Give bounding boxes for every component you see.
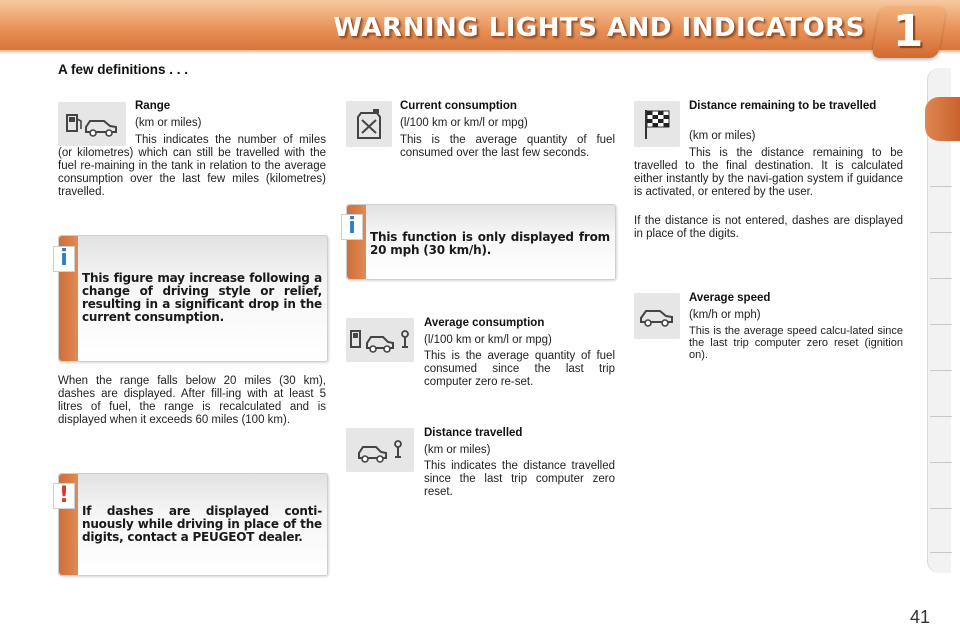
chapter-tab-divider: [930, 370, 952, 371]
header-shade: [0, 50, 960, 54]
distance-remaining-unit: (km or miles): [689, 130, 756, 142]
current-consumption-description: This is the average quantity of fuel consumed over the last few seconds.: [400, 134, 615, 159]
info-callout-speed-text: This function is only displayed from 20 mph (30 km/h).: [370, 230, 610, 257]
chapter-tab-rail: [927, 68, 951, 573]
average-speed-icon-box: [634, 293, 680, 339]
page-number: 41: [909, 607, 930, 627]
chapter-tab-divider: [930, 232, 952, 233]
car-icon: [638, 303, 676, 329]
page-title: WARNING LIGHTS AND INDICATORS: [333, 13, 865, 43]
chapter-tab-divider: [930, 508, 952, 509]
average-speed-unit: (km/h or mph): [689, 309, 761, 321]
average-consumption-description: This is the average quantity of fuel consumed since the last trip computer zero re-set.: [424, 350, 615, 388]
distance-travelled-description: This indicates the distance travelled since the last trip computer zero reset.: [424, 460, 615, 498]
chapter-tab-divider: [930, 462, 952, 463]
average-consumption-title: Average consumption: [424, 317, 545, 329]
distance-remaining-icon-box: [634, 101, 680, 147]
section-heading: A few definitions . . .: [58, 62, 189, 77]
info-callout-range-text: This figure may increase following a change of driving style or relief, resulting in a significant drop in the current consumption.: [82, 271, 322, 324]
current-consumption-title: Current consumption: [400, 100, 517, 112]
range-description: This indicates the number of miles (or kilometres) which can still be travelled with the fuel re-maining in the tank in relation to the average consumption over the last few miles (kilometres) travelled.: [58, 134, 326, 198]
chapter-tab-active[interactable]: [925, 97, 960, 141]
info-icon: i: [53, 246, 75, 272]
chapter-tab-divider: [930, 552, 952, 553]
chapter-tab-divider: [930, 186, 952, 187]
chapter-tab-divider: [930, 278, 952, 279]
distance-travelled-unit: (km or miles): [424, 444, 491, 456]
warning-icon: !: [53, 483, 75, 509]
car-gauge-icon: [355, 435, 405, 465]
chapter-tab-divider: [930, 324, 952, 325]
fuel-can-icon: [353, 107, 385, 141]
range-title: Range: [135, 100, 171, 112]
checkered-flag-icon: [641, 107, 673, 141]
current-consumption-unit: (l/100 km or km/l or mpg): [400, 117, 528, 129]
range-dashes-text: When the range falls below 20 miles (30 km), dashes are displayed. After fill-ing with at least 5 litres of fuel, the range is recalculated and is displayed when it exceeds 60 miles (100 km).: [58, 375, 326, 426]
range-unit: (km or miles): [135, 117, 202, 129]
average-speed-title: Average speed: [689, 292, 771, 304]
distance-travelled-title: Distance travelled: [424, 427, 523, 439]
distance-remaining-title: Distance remaining to be travelled: [689, 100, 877, 112]
distance-remaining-description: This is the distance remaining to be travelled to the final destination. It is calculated either instantly by the navi-gation system if guidance is activated, or entered by the user.: [634, 147, 903, 198]
chapter-tab-divider: [930, 416, 952, 417]
distance-remaining-note: If the distance is not entered, dashes are displayed in place of the digits.: [634, 215, 903, 240]
distance-travelled-icon-box: [346, 428, 414, 472]
chapter-number: 1: [892, 6, 924, 57]
average-consumption-icon-box: [346, 318, 414, 362]
info-icon: i: [341, 214, 363, 240]
fuel-pump-car-gauge-icon: [349, 325, 411, 355]
current-consumption-icon-box: [346, 101, 392, 147]
warning-callout-text: If dashes are displayed conti-nuously while driving in place of the digits, contact a PEUGEOT dealer.: [82, 504, 322, 544]
average-consumption-unit: (l/100 km or km/l or mpg): [424, 334, 552, 346]
average-speed-description: This is the average speed calcu-lated since the last trip computer zero reset (ignition on).: [689, 325, 903, 361]
